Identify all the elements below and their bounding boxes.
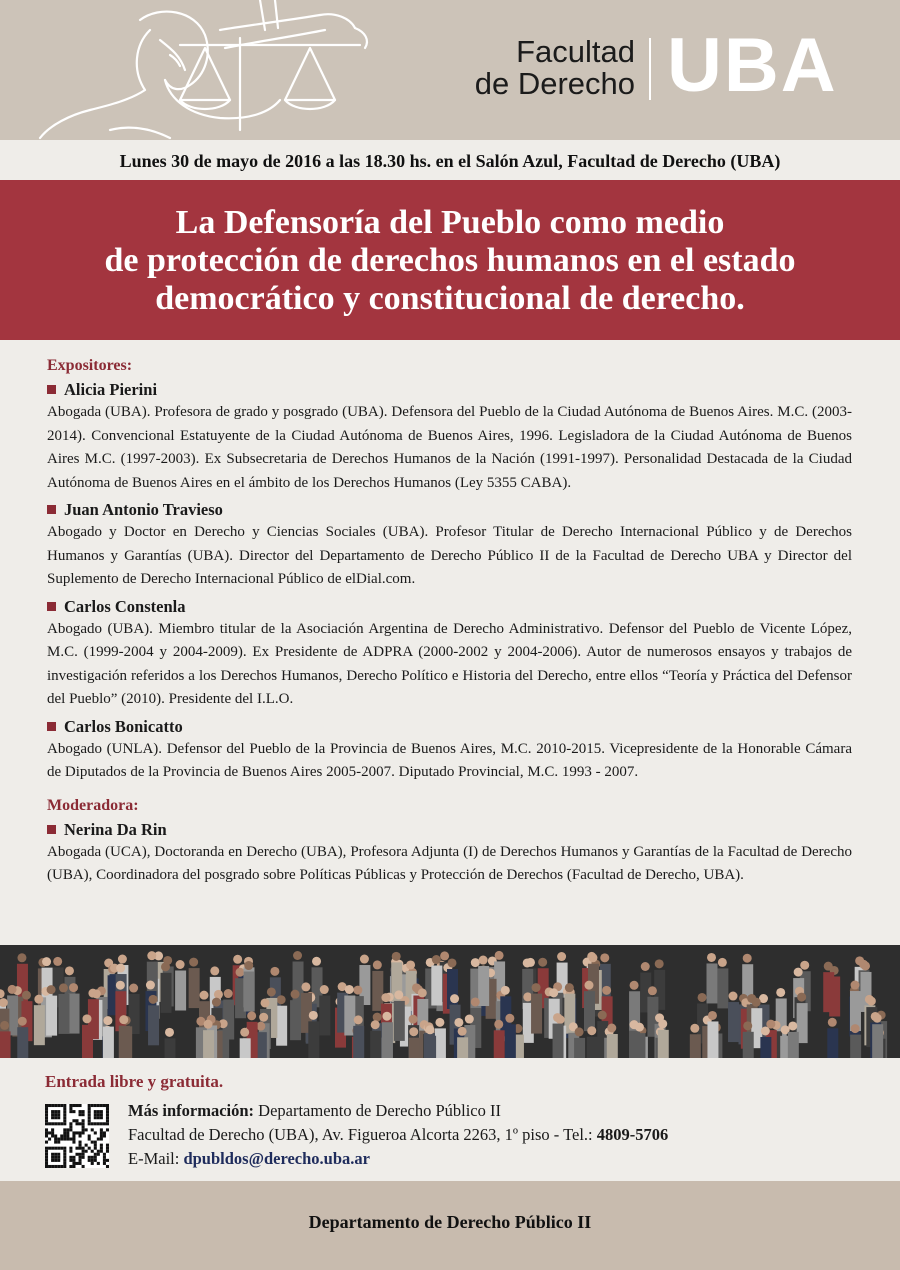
email-link[interactable]: dpubldos@derecho.uba.ar <box>183 1149 370 1168</box>
free-entry-notice: Entrada libre y gratuita. <box>45 1072 224 1091</box>
speaker-name: Carlos Bonicatto <box>64 716 183 736</box>
title-line-2: de protección de derechos humanos en el estado <box>104 242 796 279</box>
faculty-line-2: de Derecho <box>474 66 635 101</box>
info-address: Facultad de Derecho (UBA), Av. Figueroa Alcorta 2263, 1º piso - Tel.: <box>128 1125 597 1144</box>
speaker-entry <box>47 499 852 592</box>
crowd-photo <box>0 945 900 1058</box>
uba-logo-text: UBA <box>667 23 838 108</box>
contact-info <box>128 1099 668 1171</box>
faculty-line-1: Facultad <box>516 34 635 69</box>
info-line-3 <box>128 1147 668 1171</box>
justice-scales-illustration <box>20 0 380 140</box>
title-line-1: La Defensoría del Pueblo como medio <box>175 204 725 241</box>
event-date-line: Lunes 30 de mayo de 2016 a las 18.30 hs. en el Salón Azul, Facultad de Derecho (UBA) <box>119 151 781 171</box>
speaker-bio: Abogada (UBA). Profesora de grado y posgrado (UBA). Defensora del Pueblo de la Ciudad Autónoma de Buenos Aires. M.C. (2003-2014). Convencional Estatuyente de la Ciudad Autónoma de Buenos Aires, 1996. Legisladora de la Ciudad Autónoma de Buenos Aires M.C. (1997-2003). Ex Subsecretaria de Derechos Humanos de la Nación (1991-1997). Personalidad Destacada de la Ciudad Autónoma de Buenos Aires en el ámbito de los Derechos Humanos (Ley 5355 CABA). <box>47 404 852 491</box>
expositores-label: Expositores: <box>47 357 133 374</box>
event-title <box>20 204 880 318</box>
square-bullet-icon <box>47 385 56 394</box>
speaker-name: Alicia Pierini <box>64 380 158 399</box>
speaker-name: Juan Antonio Travieso <box>64 500 223 519</box>
square-bullet-icon <box>47 505 56 514</box>
footer-department: Departamento de Derecho Público II <box>308 1212 592 1232</box>
speaker-bio: Abogado (UNLA). Defensor del Pueblo de la Provincia de Buenos Aires, M.C. 2010-2015. Vicepresidente de la Honorable Cámara de Diputados de la Provincia de Buenos Aires 2005-2007. Diputado Provincial, M.C. 1993 - 2007. <box>47 740 852 780</box>
speakers-section <box>47 355 852 892</box>
title-line-3: democrático y constitucional de derecho. <box>155 280 745 317</box>
square-bullet-icon <box>47 825 56 834</box>
faculty-name <box>475 36 635 100</box>
header-divider <box>649 38 651 100</box>
speaker-name: Carlos Constenla <box>64 596 186 616</box>
info-department: Departamento de Derecho Público II <box>254 1101 501 1120</box>
speaker-bio: Abogado (UBA). Miembro titular de la Asociación Argentina de Derecho Administrativo. Defensor del Pueblo de Vicente López, M.C. (1999-2004 y 2004-2009). Ex Presidente de ADPRA (2000-2002 y 2004-2006). Autor de numerosos ensayos y trabajos de investigación referidos a los Derechos Humanos, Derecho Político e Historia del Derecho, entre ellos “Teoría y Práctica del Defensor del Pueblo” (2010). Presidente del I.L.O. <box>47 620 852 707</box>
speaker-bio: Abogado y Doctor en Derecho y Ciencias Sociales (UBA). Profesor Titular de Derecho Internacional Público y de Derechos Humanos y Garantías (UBA). Director del Departamento de Derecho Público II de la Facultad de Derecho UBA y Director del Suplemento de Derecho Internacional Público de elDial.com. <box>47 524 852 587</box>
info-line-2 <box>128 1123 668 1147</box>
moderator-name: Nerina Da Rin <box>64 819 167 839</box>
header-banner <box>0 0 900 140</box>
qr-code[interactable] <box>45 1104 109 1168</box>
speaker-entry <box>47 716 852 785</box>
info-line-1 <box>128 1099 668 1123</box>
moderadora-label: Moderadora: <box>47 796 139 814</box>
speaker-entry <box>47 596 852 712</box>
email-label: E-Mail: <box>128 1149 184 1168</box>
info-label: Más información: <box>128 1101 255 1120</box>
moderator-entry <box>47 819 852 888</box>
speaker-entry <box>47 379 852 495</box>
moderator-bio: Abogada (UCA), Doctoranda en Derecho (UBA), Profesora Adjunta (I) de Derechos Humanos y Garantías de la Facultad de Derecho (UBA), Coordinadora del posgrado sobre Políticas Públicas y Protección de Derechos (Facultad de Derecho, UBA). <box>47 843 852 883</box>
info-phone: 4809-5706 <box>596 1125 669 1144</box>
square-bullet-icon <box>47 602 56 611</box>
square-bullet-icon <box>47 722 56 731</box>
